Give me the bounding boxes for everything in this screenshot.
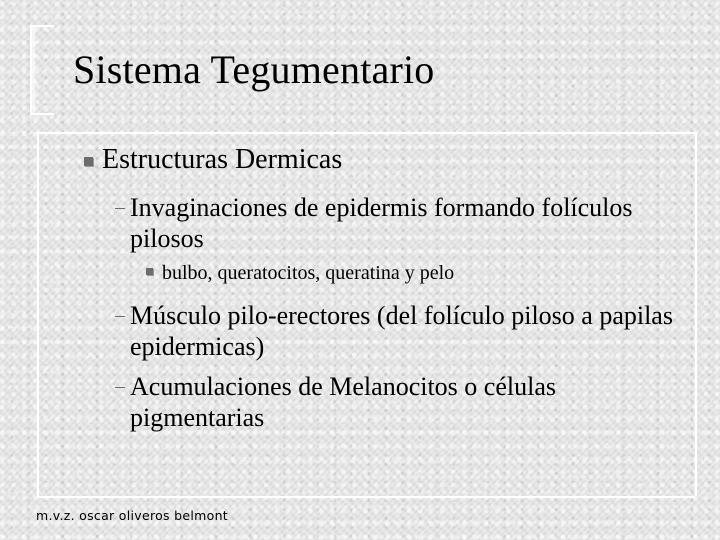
dash-bullet-icon — [115, 208, 125, 209]
dash-bullet-icon — [115, 387, 125, 388]
sub-bullet-musculo: Músculo pilo-erectores (del folículo piloso a papilas epidermicas) — [130, 301, 673, 361]
sub-bullet-invaginaciones: Invaginaciones de epidermis formando folículos pilosos — [130, 193, 633, 253]
dash-bullet-icon — [115, 316, 125, 317]
bullet-square-icon — [84, 157, 93, 166]
slide-title: Sistema Tegumentario — [73, 47, 435, 92]
footer-author: m.v.z. oscar oliveros belmont — [36, 508, 228, 523]
level1-bullet-text: Estructuras Dermicas — [102, 144, 343, 175]
title-frame-decoration — [30, 25, 54, 115]
sub-sub-bullet-bulbo: bulbo, queratocitos, queratina y pelo — [162, 262, 455, 284]
bullet-square-small-icon — [146, 268, 153, 275]
sub-bullet-acumulaciones: Acumulaciones de Melanocitos o células pigmentarias — [130, 372, 556, 432]
